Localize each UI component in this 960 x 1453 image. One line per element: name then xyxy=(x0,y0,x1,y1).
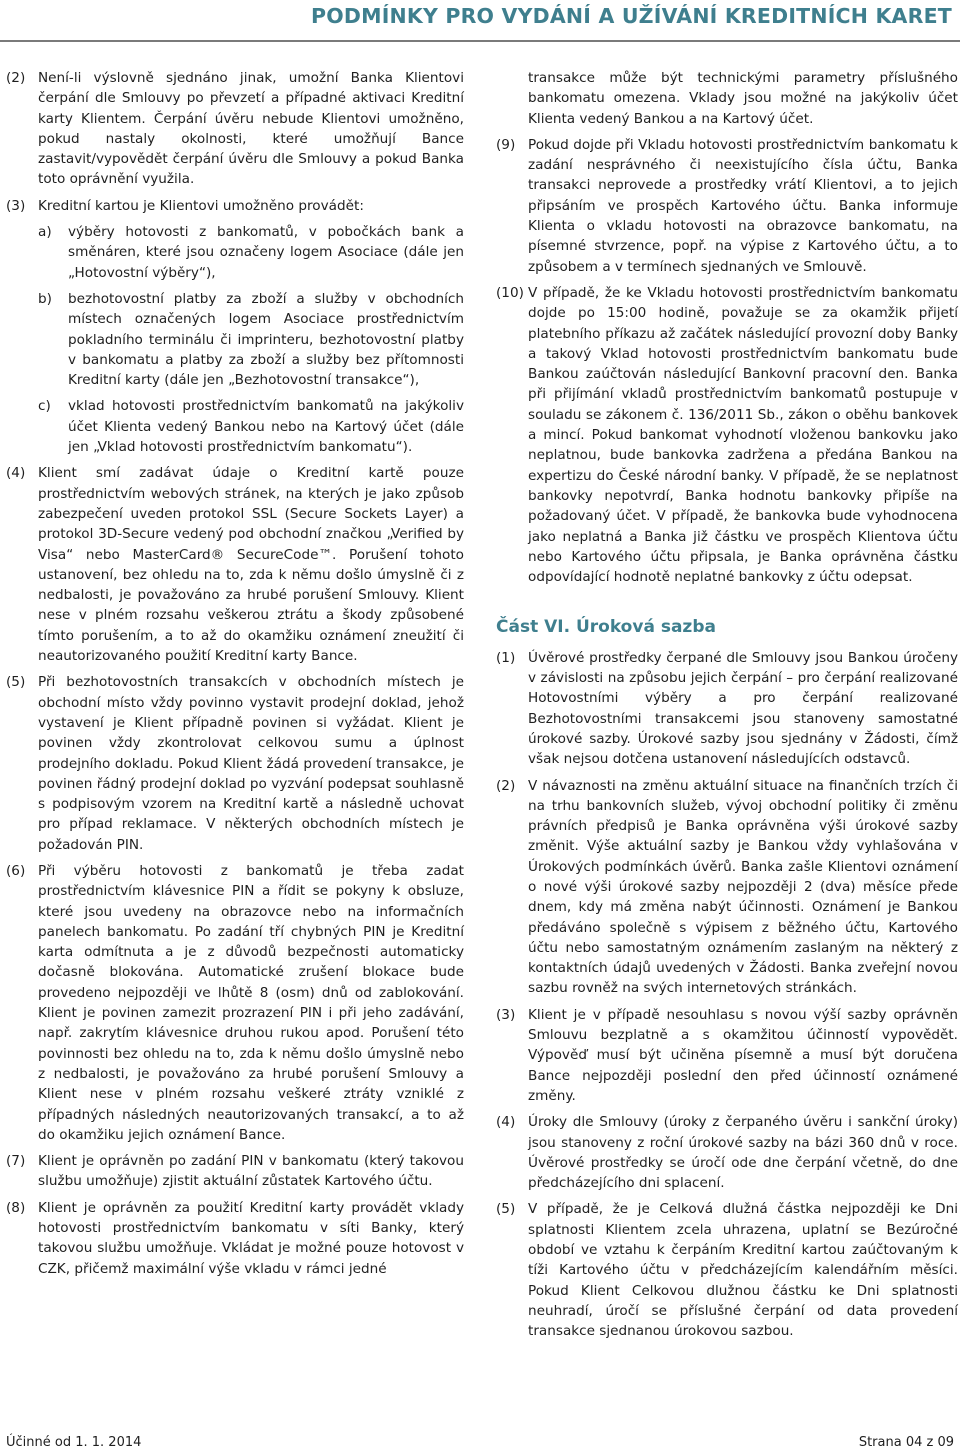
clause-number: (4) xyxy=(496,1114,516,1131)
sub-clause-letter: c) xyxy=(38,398,51,415)
interest-clause-5 xyxy=(496,1199,958,1341)
clause-8-continuation xyxy=(496,68,958,129)
sub-clause-text: výběry hotovosti z bankomatů, v pobočkách bank a směnáren, které jsou označeny logem Asociace (dále jen „Hotovostní výběry“), xyxy=(68,224,464,281)
sub-clause-letter: a) xyxy=(38,224,52,241)
clause-text: Klient je oprávněn za použití Kreditní karty provádět vklady hotovosti prostřednictvím bankomatu v síti Banky, který takovou službu umožňuje. Vkládat je možné pouze hotovost v CZK, přičemž maximální výše vkladu v rámci jedné xyxy=(38,1199,464,1277)
clause-2 xyxy=(6,68,464,190)
clause-text: V návaznosti na změnu aktuální situace na finančních trzích či na trhu bankovních služeb, vývoj obchodní politiky či změnu právních předpisů je Banka oprávněna výši úrokové sazby změnit. Výše aktuální sazby je Bankou vždy vyhlašována v Úrokových podmínkách úvěrů. Banka zašle Klientovi oznámení o nové výši úrokové sazby nejpozději 2 (dva) měsíce přede dnem, kdy má změna nabýt účinnosti. Oznámení je Bankou předáváno společně s výpisem z běžného účtu, Kartového účtu nebo samostatným oznámením zaslaným na některý z kontaktních údajů uvedených v Žádosti. Banka zveřejní novou sazbu rovněž na svých internetových stránkách. xyxy=(528,777,958,997)
clause-text: Klient je oprávněn po zadání PIN v bankomatu (který takovou službu umožňuje) zjistit aktuální zůstatek Kartového účtu. xyxy=(38,1153,464,1190)
clause-text: Při výběru hotovosti z bankomatů je třeba zadat prostřednictvím klávesnice PIN a řídit se pokyny k obsluze, které jsou uvedeny na obrazovce nebo na informačních panelech bankomatu. Po zadání tří chybných PIN je Kreditní karta odmítnuta a je z důvodů bezpečnosti automaticky dočasně blokována. Automatické zrušení blokace bude provedeno nejpozději ve lhůtě 8 (osm) dnů od zablokování. Klient je povinen zamezit prozrazení PIN i při jeho zadávání, např. zakrytím klávesnice druhou rukou apod. Porušení této povinnosti bez ohledu na to, zda k němu došlo úmyslně nebo z nedbalosti, je považováno za hrubé porušení Smlouvy a Klient nese v plném rozsahu veškeré ztráty vzniklé z případných následných neautorizovaných transakcí, a to až do okamžiku jejich oznámení Bance. xyxy=(38,862,464,1143)
clause-number: (1) xyxy=(496,649,516,666)
clause-text: V případě, že ke Vkladu hotovosti prostřednictvím bankomatu dojde po 15:00 hodině, považuje se za okamžik přijetí platebního příkazu až začátek následující provozní doby Banky a takový Vklad hotovosti prostřednictvím bankomatu bude Bankou zaúčtován následující Bankovní pracovní den. Banka při přijímání vkladů prostřednictvím bankomatů postupuje v souladu se zákonem č. 136/2011 Sb., zákon o oběhu bankovek a mincí. Pokud bankomat vyhodnotí vloženou bankovku jako neplatnou, bude bankovka zadržena a předána Bankou na expertizu do České národní banky. V případě, že se neplatnost bankovky nepotvrdí, Banka hodnotu bankovky připíše na požadovaný účet. V případě, že bankovka bude vyhodnocena jako neplatná a Banka již částku ve prospěch Klientova účtu nebo Kartového účtu připsala, je Banka oprávněna částku odpovídající hodnotě neplatné bankovky z účtu odepsat. xyxy=(528,284,958,586)
right-column xyxy=(496,68,958,1348)
sub-clause-text: vklad hotovosti prostřednictvím bankomatů na jakýkoliv účet Klienta vedený Bankou nebo na Kartový účet (dále jen „Vklad hotovosti prostřednictvím bankomatu“). xyxy=(68,398,464,456)
interest-clause-1 xyxy=(496,648,958,770)
clause-text: Úroky dle Smlouvy (úroky z čerpaného úvěru i sankční úroky) jsou stanoveny z roční úrokové sazby na bázi 360 dnů v roce. Úvěrové prostředky se úročí ode dne čerpání včetně, do dne předcházejícího dni splacení. xyxy=(528,1114,958,1192)
document-title: PODMÍNKY PRO VYDÁNÍ A UŽÍVÁNÍ KREDITNÍCH KARET xyxy=(311,4,952,28)
clause-9 xyxy=(496,135,958,277)
clause-text: Klient je v případě nesouhlasu s novou výší sazby oprávněn Smlouvu bezplatně a s okamžitou účinností vypovědět. Výpověď musí být učiněna písemně a musí být doručena Bance nejpozději poslední den před účinností oznámené změny. xyxy=(528,1006,958,1104)
clause-text: transakce může být technickými parametry příslušného bankomatu omezena. Vklady jsou možné na jakýkoliv účet Klienta vedený Bankou a na Kartový účet. xyxy=(528,70,958,127)
sub-clause-letter: b) xyxy=(38,290,52,307)
clause-text: Pokud dojde při Vkladu hotovosti prostřednictvím bankomatu k zadání nesprávného či neexistujícího čísla účtu, Banka transakci neprovede a prostředky vrátí Klientovi, a to jejich připsáním ve prospěch Kartového účtu. Banka informuje Klienta o vkladu hotovosti na obrazovce bankomatu, na písemné stvrzence, popř. na výpise z Kartového účtu, a to způsobem a v termínech sjednaných ve Smlouvě. xyxy=(528,136,958,275)
interest-clause-4 xyxy=(496,1112,958,1193)
clause-number: (7) xyxy=(6,1153,26,1170)
clause-number: (5) xyxy=(6,674,26,691)
clause-text: V případě, že je Celková dlužná částka nejpozději ke Dni splatnosti Klientem zcela uhrazena, uplatní se Bezúročné období ve vztahu k čerpáním Kreditní kartou zaúčtovaným k tíži Kartového účtu v předcházejícím kalendářním měsíci. Pokud Klient Celkovou dlužnou částku ke Dni splatnosti neuhradí, úročí se příslušné čerpání od data provedení transakce sjednanou úrokovou sazbou. xyxy=(528,1201,958,1340)
clause-7 xyxy=(6,1151,464,1192)
clause-4 xyxy=(6,463,464,666)
clause-number: (6) xyxy=(6,862,26,879)
sub-clause-a xyxy=(38,222,464,283)
clause-number: (2) xyxy=(496,777,516,794)
clause-text: Úvěrové prostředky čerpané dle Smlouvy jsou Bankou úročeny v závislosti na způsobu jejich čerpání – pro čerpání realizované Hotovostními výběry a pro čerpání realizované Bezhotovostními transakcemi jsou stanoveny samostatné úrokové sazby. Úrokové sazby jsou sjednány v Žádosti, čímž však nejsou dotčena ustanovení následujících odstavců. xyxy=(528,649,958,768)
interest-clause-2 xyxy=(496,776,958,999)
sub-clause-b xyxy=(38,289,464,390)
clause-6 xyxy=(6,861,464,1145)
clause-10 xyxy=(496,283,958,587)
section-title: Část VI. Úroková sazba xyxy=(496,617,716,638)
clause-text: Při bezhotovostních transakcích v obchodních místech je obchodní místo vždy povinno vystavit prodejní doklad, jehož vystavení je Klient případně povinen si vyžádat. Klient je povinen vždy zkontrolovat celkovou sumu a úplnost prodejního dokladu. Pokud Klient žádá provedení transakce, je povinen řádný prodejní doklad po vyzvání podepsat souhlasně s podpisovým vzorem na Kreditní kartě a následně uchovat pro případ reklamace. V některých obchodních místech je požadován PIN. xyxy=(38,674,464,853)
sub-clause-c xyxy=(38,396,464,457)
clause-3 xyxy=(6,196,464,458)
sub-clause-text: bezhotovostní platby za zboží a služby v obchodních místech označených logem Asociace prostřednictvím pokladního terminálu či imprinteru, bezhotovostní platby v bankomatu a platby za zboží a služby bez přítomnosti Kreditní karty (dále jen „Bezhotovostní transakce“), xyxy=(68,290,464,389)
header-divider xyxy=(0,40,960,42)
clause-text: Kreditní kartou je Klientovi umožněno provádět: xyxy=(38,197,364,214)
clause-5 xyxy=(6,672,464,855)
clause-number: (8) xyxy=(6,1199,26,1216)
clause-text: Není-li výslovně sjednáno jinak, umožní Banka Klientovi čerpání dle Smlouvy po převzetí a případné aktivaci Kreditní karty Klientem. Čerpání úvěru nebude Klientovi umožněno, pokud nastaly okolnosti, které umožňují Bance zastavit/vypovědět čerpání úvěru dle Smlouvy a pokud Banka toto oprávnění využila. xyxy=(38,70,464,188)
clause-8 xyxy=(6,1198,464,1279)
clause-number: (5) xyxy=(496,1201,516,1218)
page-header xyxy=(0,0,960,40)
page-number: Strana 04 z 09 xyxy=(858,1435,954,1450)
interest-clause-3 xyxy=(496,1005,958,1106)
clause-text: Klient smí zadávat údaje o Kreditní kartě pouze prostřednictvím webových stránek, na kterých je jako způsob zabezpečení uveden protokol SSL (Secure Sockets Layer) a protokol 3D-Secure vedený pod obchodní značkou „Verified by Visa“ nebo MasterCard® SecureCode™. Porušení tohoto ustanovení, bez ohledu na to, zda k němu došlo úmyslně či z nedbalosti, je považováno za hrubé porušení Smlouvy. Klient nese v plném rozsahu veškerou ztrátu a škody způsobené tímto porušením, a to až do okamžiku oznámení zneužití či neautorizovaného použití Kreditní karty Bance. xyxy=(38,465,464,665)
clause-number: (3) xyxy=(496,1006,516,1023)
clause-number: (9) xyxy=(496,136,516,153)
clause-number: (2) xyxy=(6,70,26,86)
clause-number: (10) xyxy=(496,284,524,301)
clause-number: (4) xyxy=(6,465,26,482)
left-column xyxy=(6,68,464,1285)
clause-number: (3) xyxy=(6,197,26,214)
effective-date: Účinné od 1. 1. 2014 xyxy=(6,1435,142,1450)
